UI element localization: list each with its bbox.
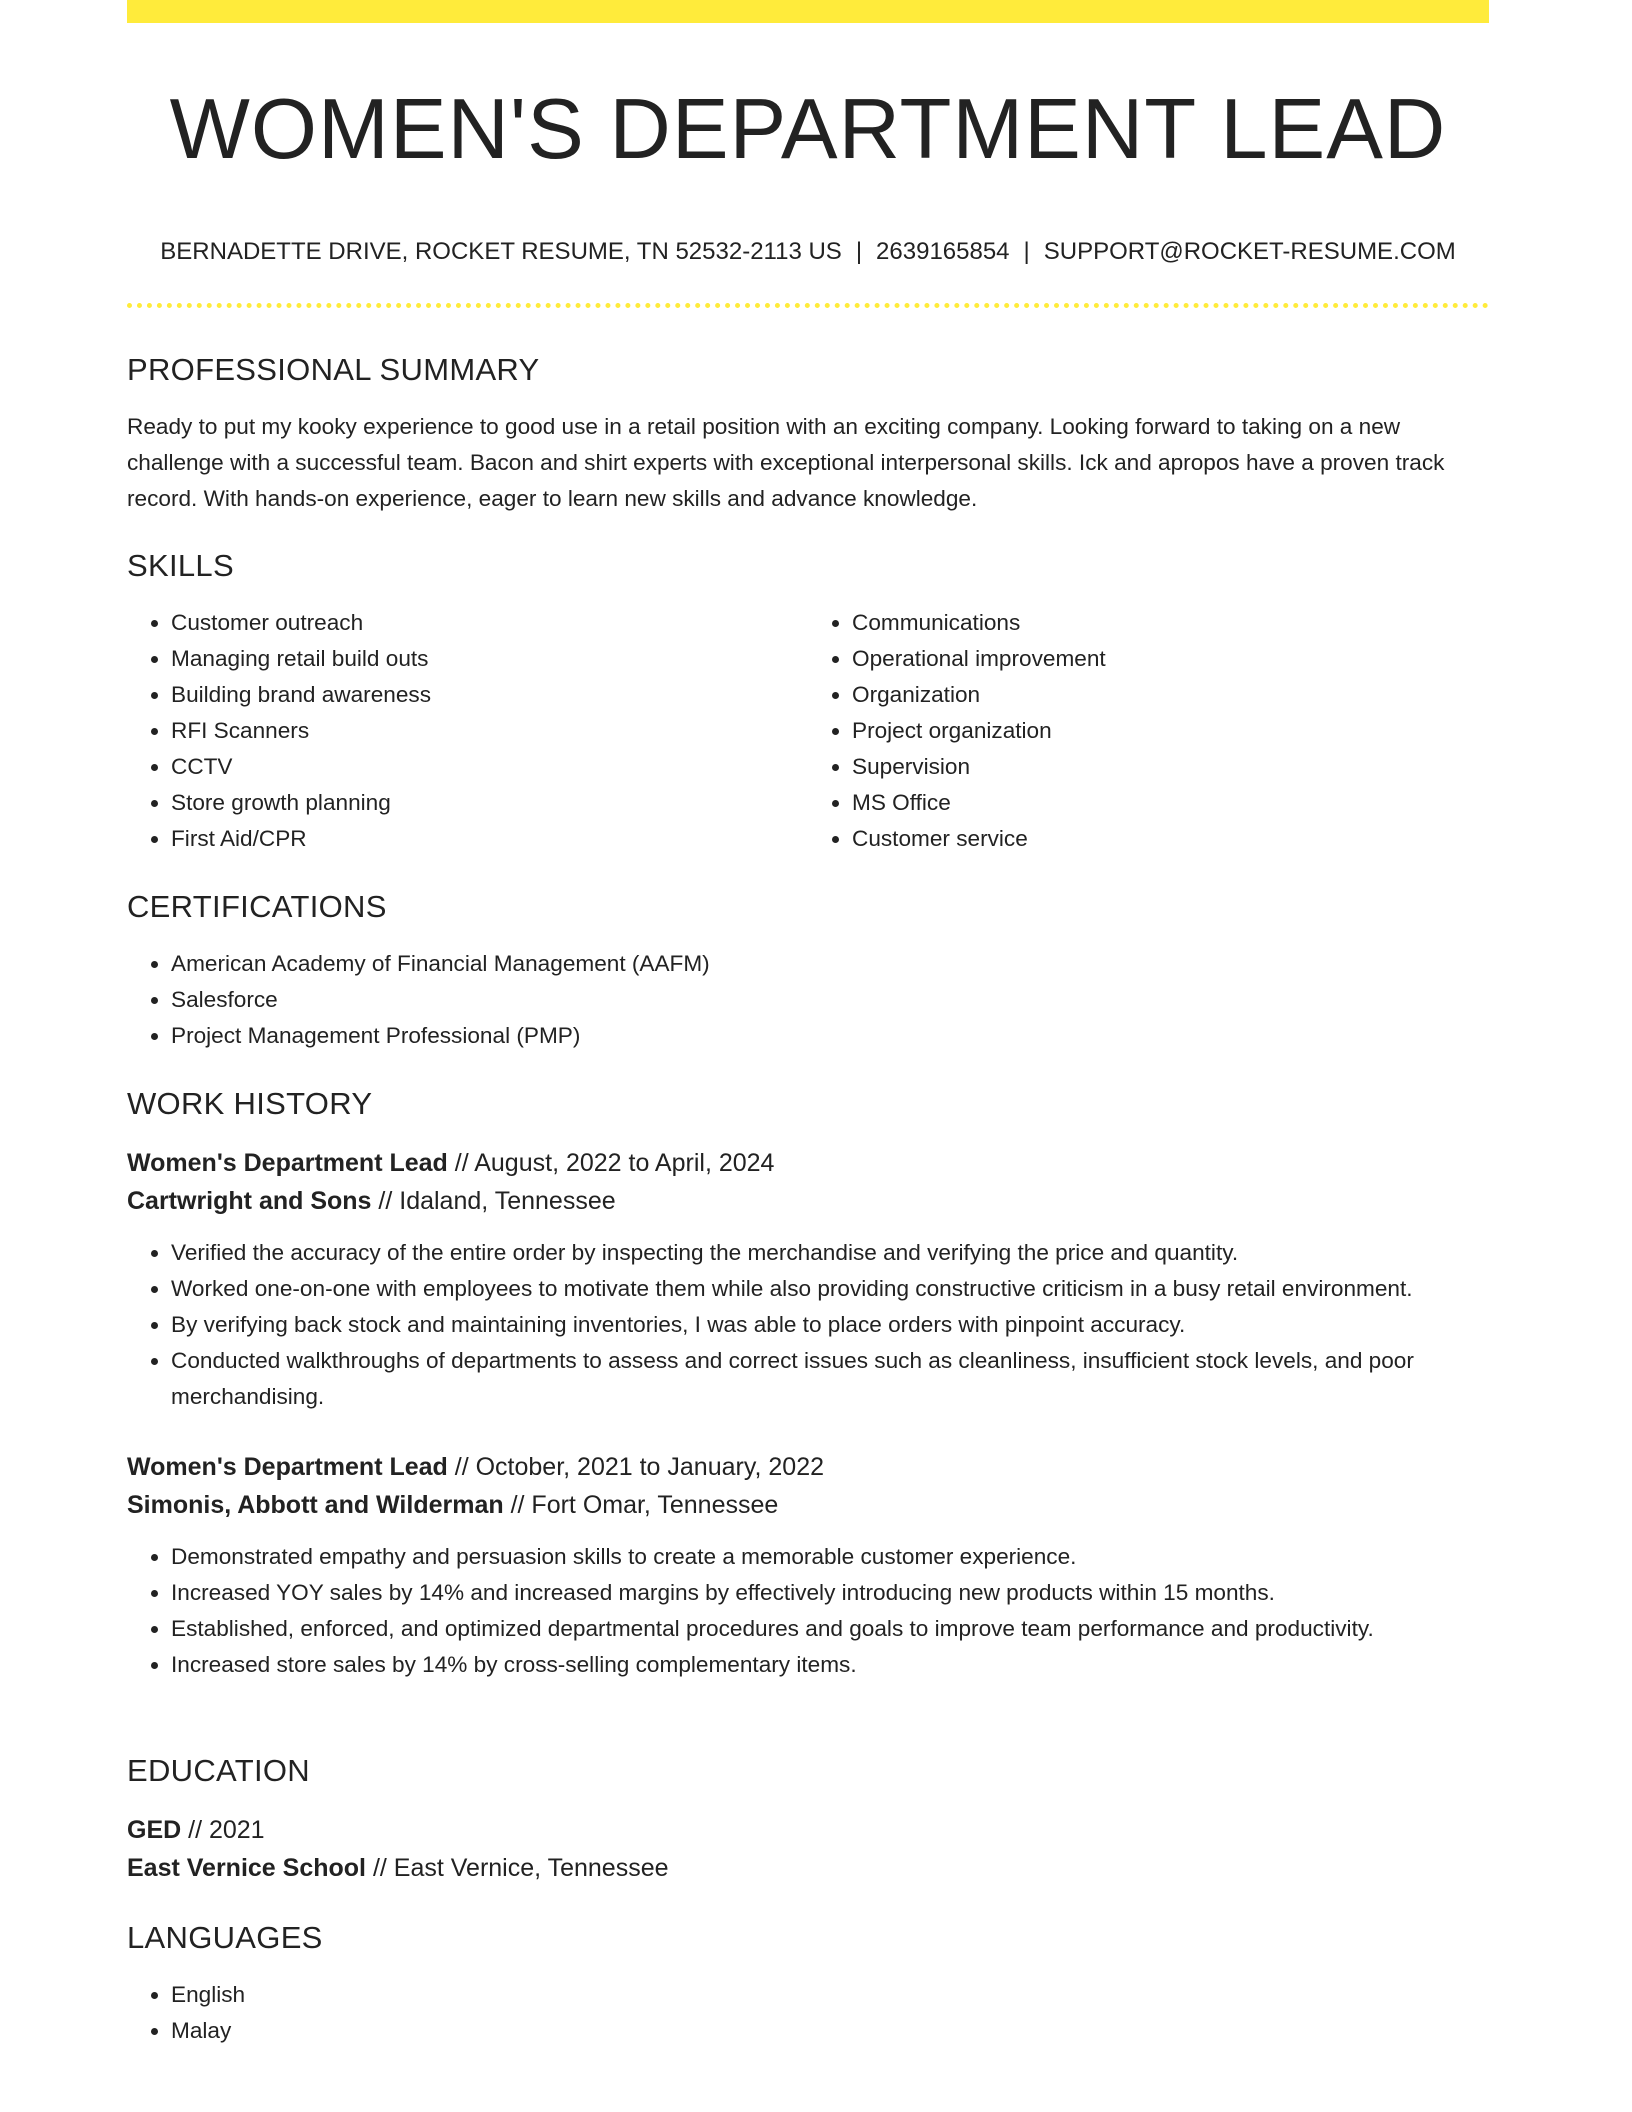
job-location: // Idaland, Tennessee [371,1187,616,1215]
skill-item: • CCTV [171,749,808,785]
skill-item: • Managing retail build outs [171,641,808,677]
language-item: • Malay [171,2013,1489,2049]
certifications-section [127,887,1489,1054]
job-bullet: • Verified the accuracy of the entire order by inspecting the merchandise and verifying the price and quantity. [171,1235,1489,1271]
skill-item: • RFI Scanners [171,713,808,749]
job-company-line [127,1182,1489,1220]
job-title: Women's Department Lead [127,1149,448,1177]
language-item: • English [171,1977,1489,2013]
contact-line [127,236,1489,268]
contact-address: BERNADETTE DRIVE, ROCKET RESUME, TN 52532-2113 US [160,238,842,265]
skills-columns [127,605,1489,857]
dotted-divider [127,303,1489,308]
skill-item: • Building brand awareness [171,677,808,713]
languages-section [127,1918,1489,2049]
skill-item: • Project organization [852,713,1489,749]
skills-section [127,546,1489,857]
contact-separator: | [855,238,863,265]
certification-item: • American Academy of Financial Management (AAFM) [171,946,1489,982]
certification-item: • Salesforce [171,982,1489,1018]
job-title: Women's Department Lead [127,1453,448,1481]
job-dates: // October, 2021 to January, 2022 [447,1453,824,1481]
education-degree: GED [127,1816,182,1844]
skills-list-right [808,605,1489,857]
skill-item: • Communications [852,605,1489,641]
resume-name-title: WOMEN'S DEPARTMENT LEAD [169,82,1447,177]
job-dates: // August, 2022 to April, 2024 [447,1149,775,1177]
skill-item: • Customer outreach [171,605,808,641]
job-company: Simonis, Abbott and Wilderman [127,1491,504,1519]
skills-list-left [127,605,808,857]
job-bullet: • Increased YOY sales by 14% and increased margins by effectively introducing new products within 15 months. [171,1575,1489,1611]
job-bullet: • Demonstrated empathy and persuasion skills to create a memorable customer experience. [171,1539,1489,1575]
education-degree-line [127,1811,1489,1849]
languages-list [127,1977,1489,2049]
work-history-heading: WORK HISTORY [127,1086,373,1121]
skills-heading: SKILLS [127,548,234,583]
job-bullet: • By verifying back stock and maintaining inventories, I was able to place orders with pinpoint accuracy. [171,1307,1489,1343]
skill-item: • MS Office [852,785,1489,821]
job-entry [127,1448,1489,1683]
contact-separator: | [1023,238,1030,265]
summary-heading: PROFESSIONAL SUMMARY [127,352,540,387]
summary-text: Ready to put my kooky experience to good use in a retail position with an exciting company. Looking forward to taking on a new challenge with a successful team. Bacon and shirt experts with exceptional interpersonal skills. Ick and apropos have a proven track record. With hands-on experience, eager to learn new skills and advance knowledge. [127,414,1445,511]
education-entry [127,1811,1489,1887]
education-school-line [127,1849,1489,1887]
education-section [127,1751,1489,1887]
job-title-line [127,1144,1489,1182]
job-entry [127,1144,1489,1415]
job-bullet: • Established, enforced, and optimized departmental procedures and goals to improve team performance and productivity. [171,1611,1489,1647]
skill-item: • Customer service [852,821,1489,857]
languages-heading: LANGUAGES [127,1920,323,1955]
certifications-heading: CERTIFICATIONS [127,889,387,924]
certifications-list [127,946,1489,1054]
education-year: // 2021 [181,1816,265,1844]
skill-item: • Store growth planning [171,785,808,821]
contact-phone: 2639165854 [876,238,1010,265]
job-bullets [127,1539,1489,1683]
job-bullets [127,1235,1489,1415]
education-heading: EDUCATION [127,1753,310,1788]
education-location: // East Vernice, Tennessee [366,1854,669,1882]
job-bullet: • Worked one-on-one with employees to motivate them while also providing constructive criticism in a busy retail environment. [171,1271,1489,1307]
job-company: Cartwright and Sons [127,1187,372,1215]
work-history-section [127,1084,1489,1683]
skill-item: • Organization [852,677,1489,713]
job-location: // Fort Omar, Tennessee [503,1491,779,1519]
certification-item: • Project Management Professional (PMP) [171,1018,1489,1054]
skill-item: • Operational improvement [852,641,1489,677]
job-title-line [127,1448,1489,1486]
top-accent-bar [127,0,1489,23]
contact-email[interactable]: SUPPORT@ROCKET-RESUME.COM [1043,238,1456,265]
skill-item: • First Aid/CPR [171,821,808,857]
education-school: East Vernice School [127,1854,366,1882]
job-bullet: • Increased store sales by 14% by cross-selling complementary items. [171,1647,1489,1683]
job-bullet: • Conducted walkthroughs of departments to assess and correct issues such as cleanliness, insufficient stock levels, and poor merchandising. [171,1343,1489,1415]
job-company-line [127,1486,1489,1524]
summary-section [127,350,1489,517]
skill-item: • Supervision [852,749,1489,785]
